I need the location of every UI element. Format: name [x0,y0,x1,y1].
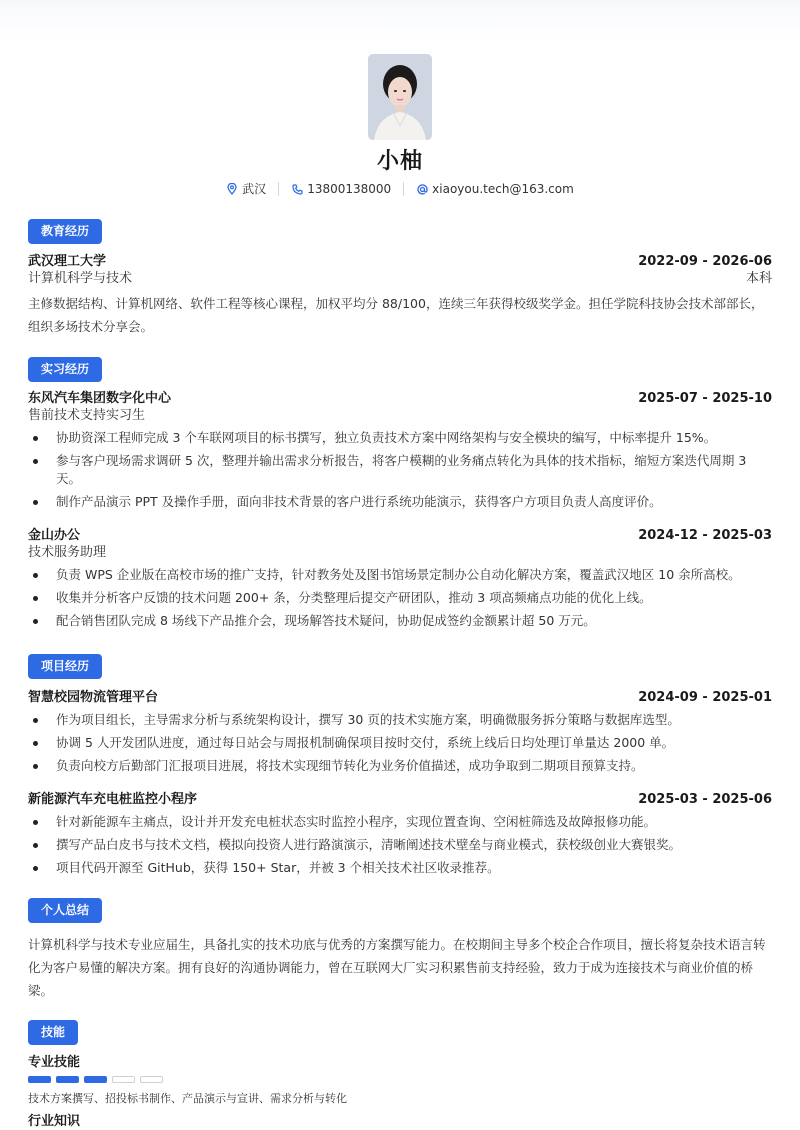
skill-level-filled [84,1076,107,1083]
section-title-projects: 项目经历 [28,654,102,679]
company-name: 金山办公 [28,528,81,543]
list-item: 制作产品演示 PPT 及操作手册，面向非技术背景的客户进行系统功能演示，获得客户方项目负责人高度评价。 [28,493,772,511]
at-sign-icon [416,183,428,195]
list-item: 协调 5 人开发团队进度，通过每日站会与周报机制确保项目按时交付，系统上线后日均处理订单量达 2000 单。 [28,734,772,752]
summary-text: 计算机科学与技术专业应届生，具备扎实的技术功底与优秀的方案撰写能力。在校期间主导多个校企合作项目，擅长将复杂技术语言转化为客户易懂的解决方案。拥有良好的沟通协调能力，曾在互联网大厂实习积累售前支持经验，致力于成为连接技术与商业价值的桥梁。 [28,937,766,998]
phone-text[interactable]: 13800138000 [307,182,392,196]
internship-header [28,390,772,408]
contact-location [226,180,266,198]
internship-role-row [28,407,772,425]
internship-period: 2025-07 - 2025-10 [638,391,772,406]
education-subheader [28,270,772,288]
skill-level-meter [28,1076,163,1083]
candidate-name: 小柚 [376,149,423,174]
education-period: 2022-09 - 2026-06 [638,254,772,269]
internship-role: 技术服务助理 [28,545,107,560]
avatar [368,54,432,140]
list-item: 配合销售团队完成 8 场线下产品推介会，现场解答技术疑问，协助促成签约金额累计超 50 万元。 [28,612,772,630]
email-text[interactable]: xiaoyou.tech@163.com [432,182,574,196]
internship-header [28,527,772,545]
location-text: 武汉 [242,182,267,196]
list-item: 针对新能源车主痛点，设计并开发充电桩状态实时监控小程序，实现位置查询、空闲桩筛选及故障报修功能。 [28,813,772,831]
internship-period: 2024-12 - 2025-03 [638,528,772,543]
project-header [28,791,772,809]
contact-email [416,180,574,198]
education-description: 主修数据结构、计算机网络、软件工程等核心课程，加权平均分 88/100，连续三年获得校级奖学金。担任学院科技协会技术部部长，组织多场技术分享会。 [28,296,764,334]
skill-level-empty [112,1076,135,1083]
skill-name: 行业知识 [28,1114,81,1129]
divider [403,182,404,196]
section-title-internships: 实习经历 [28,357,102,382]
major: 计算机科学与技术 [28,271,133,286]
degree: 本科 [745,271,772,286]
skill-header [28,1054,772,1072]
skill-detail-row [28,1090,772,1108]
section-title-summary: 个人总结 [28,898,102,923]
company-name: 东风汽车集团数字化中心 [28,391,172,406]
internship-bullets [28,429,772,516]
phone-icon [291,183,303,195]
skill-header [28,1113,772,1130]
list-item: 负责向校方后勤部门汇报项目进展，将技术实现细节转化为业务价值描述，成功争取到二期项目预算支持。 [28,757,772,775]
skill-level-filled [28,1076,51,1083]
profile-header [0,54,800,198]
list-item: 撰写产品白皮书与技术文档，模拟向投资人进行路演演示，清晰阐述技术壁垒与商业模式，获校级创业大赛银奖。 [28,836,772,854]
section-title-skills: 技能 [28,1020,78,1045]
internship-bullets [28,566,772,635]
project-bullets [28,711,772,780]
list-item: 作为项目组长，主导需求分析与系统架构设计，撰写 30 页的技术实施方案，明确微服务拆分策略与数据库选型。 [28,711,772,729]
location-pin-icon [226,183,238,195]
skill-level-empty [140,1076,163,1083]
skill-level-filled [56,1076,79,1083]
divider [278,182,279,196]
project-name: 新能源汽车充电桩监控小程序 [28,792,198,807]
project-header [28,689,772,707]
internship-role: 售前技术支持实习生 [28,408,146,423]
section-title-education: 教育经历 [28,219,102,244]
education-header [28,253,772,271]
portrait-photo-icon [368,54,432,140]
skill-name: 专业技能 [28,1055,81,1070]
project-period: 2025-03 - 2025-06 [638,792,772,807]
list-item: 项目代码开源至 GitHub，获得 150+ Star，并被 3 个相关技术社区收录推荐。 [28,859,772,877]
list-item: 参与客户现场需求调研 5 次，整理并输出需求分析报告，将客户模糊的业务痛点转化为具体的技术指标，缩短方案迭代周期 3 天。 [28,452,772,488]
internship-role-row [28,544,772,562]
school-name: 武汉理工大学 [28,254,107,269]
skill-detail: 技术方案撰写、招投标书制作、产品演示与宣讲、需求分析与转化 [28,1092,347,1105]
list-item: 协助资深工程师完成 3 个车联网项目的标书撰写，独立负责技术方案中网络架构与安全模块的编写，中标率提升 15%。 [28,429,772,447]
contact-info [0,180,800,198]
list-item: 收集并分析客户反馈的技术问题 200+ 条，分类整理后提交产研团队，推动 3 项高频痛点功能的优化上线。 [28,589,772,607]
contact-phone [291,180,391,198]
project-period: 2024-09 - 2025-01 [638,690,772,705]
project-bullets [28,813,772,882]
project-name: 智慧校园物流管理平台 [28,690,159,705]
list-item: 负责 WPS 企业版在高校市场的推广支持，针对教务处及图书馆场景定制办公自动化解决方案，覆盖武汉地区 10 余所高校。 [28,566,772,584]
